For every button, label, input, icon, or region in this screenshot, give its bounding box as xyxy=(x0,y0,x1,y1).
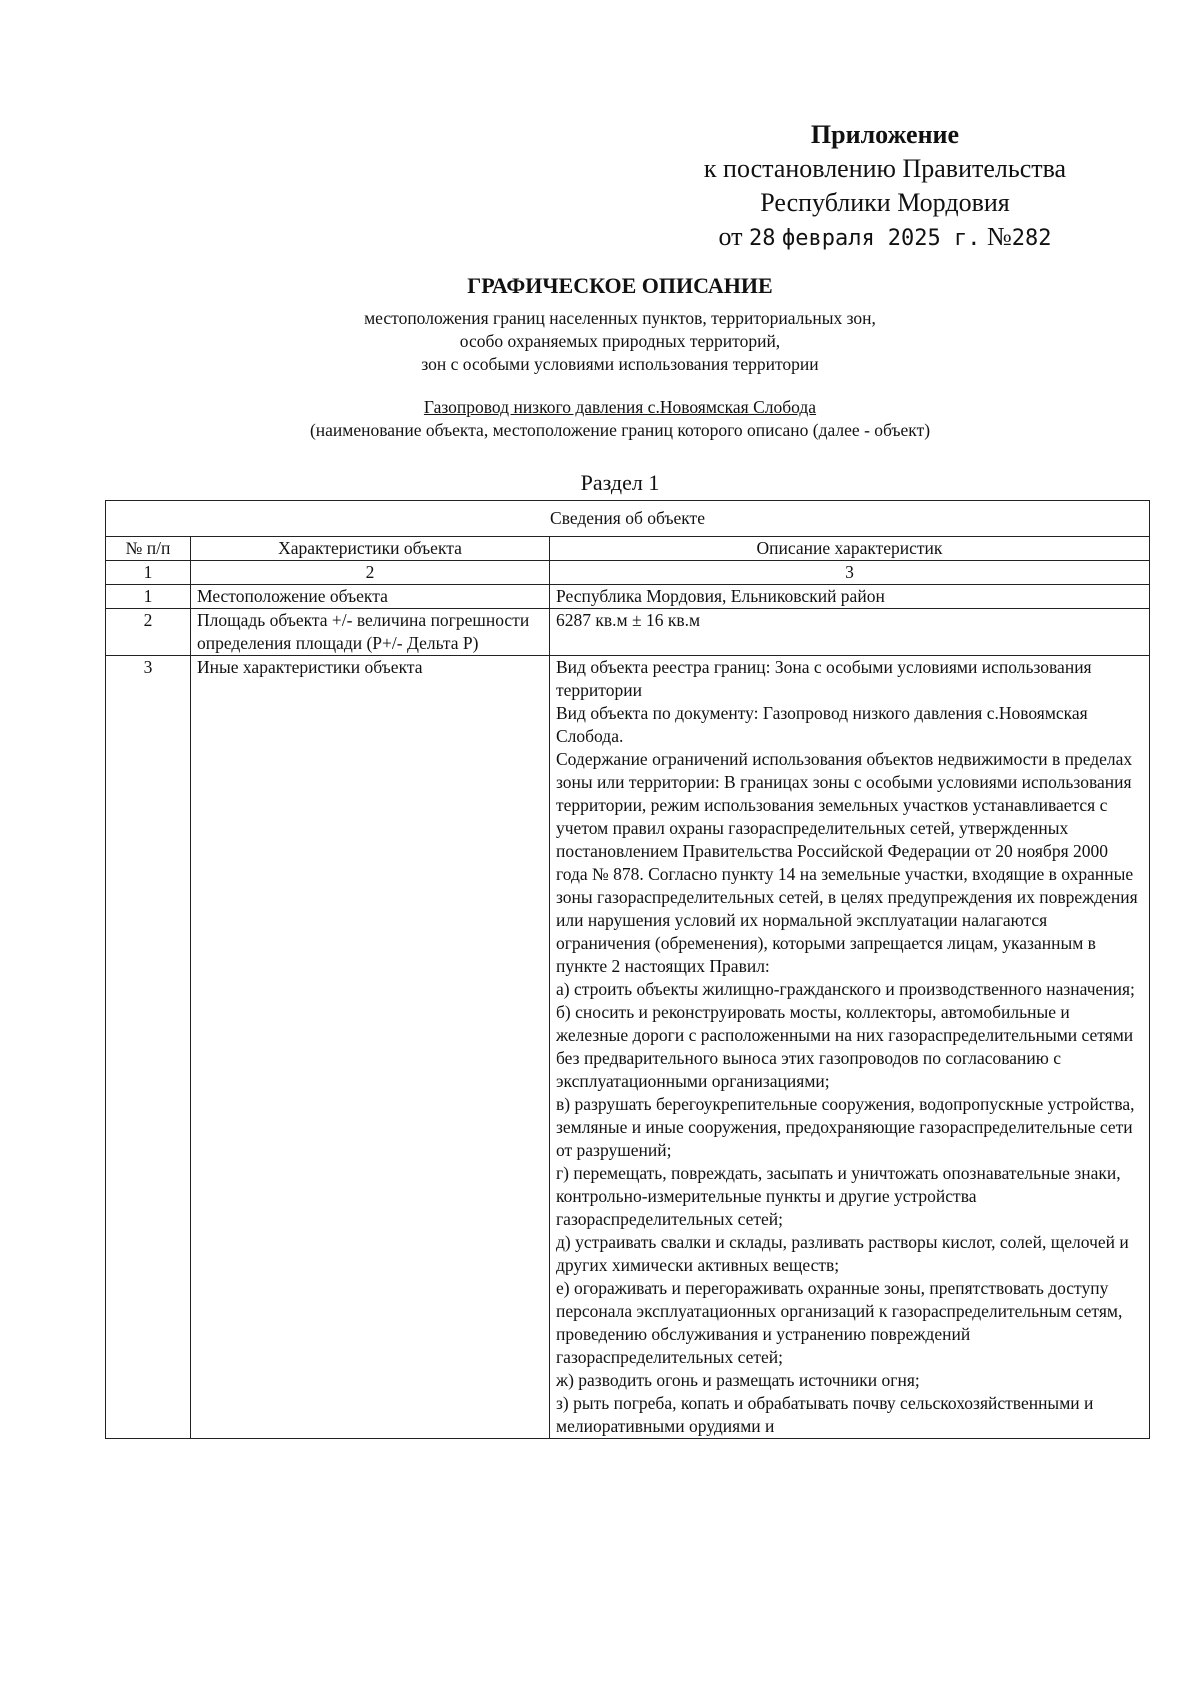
description-paragraph: Республика Мордовия, Ельниковский район xyxy=(556,586,885,606)
section-heading: Раздел 1 xyxy=(580,470,660,495)
appendix-header xyxy=(660,118,1110,256)
object-info-table xyxy=(105,500,1150,1439)
object-name-block xyxy=(0,396,1200,442)
description-paragraph: 6287 кв.м ± 16 кв.м xyxy=(556,610,701,630)
date-prefix: от xyxy=(718,222,743,251)
date-day: 28 xyxy=(749,226,776,251)
column-number-3: 3 xyxy=(550,561,1150,585)
column-number-2: 2 xyxy=(191,561,550,585)
row-number: 2 xyxy=(106,609,191,656)
description-paragraph: з) рыть погреба, копать и обрабатывать почву сельскохозяйственными и мелиоративными орудиями и xyxy=(556,1393,1094,1436)
document-subtitle xyxy=(0,307,1200,376)
row-characteristic: Иные характеристики объекта xyxy=(191,656,550,1439)
number-sign: № xyxy=(986,222,1012,251)
appendix-line-2: Республики Мордовия xyxy=(760,188,1010,217)
table-row xyxy=(106,585,1150,609)
column-numbers-row xyxy=(106,561,1150,585)
table-row xyxy=(106,609,1150,656)
appendix-line-1: к постановлению Правительства xyxy=(703,154,1067,183)
table-caption-row xyxy=(106,501,1150,537)
appendix-title: Приложение xyxy=(810,120,960,149)
subtitle-line-3: зон с особыми условиями использования территории xyxy=(421,354,819,374)
date-month: февраля xyxy=(782,226,875,251)
description-paragraph: а) строить объекты жилищно-гражданского и производственного назначения; xyxy=(556,979,1135,999)
row-number: 3 xyxy=(106,656,191,1439)
document-title: ГРАФИЧЕСКОЕ ОПИСАНИЕ xyxy=(467,273,773,298)
header-number: № п/п xyxy=(106,537,191,561)
header-characteristic: Характеристики объекта xyxy=(191,537,550,561)
description-paragraph: б) сносить и реконструировать мосты, коллекторы, автомобильные и железные дороги с расположенными на них газораспределительными сетями без предварительного выноса этих газопроводов по согласованию с эксплуатационными организациями; xyxy=(556,1002,1134,1091)
resolution-number: 282 xyxy=(1011,226,1052,251)
appendix-date-line xyxy=(660,220,1110,256)
description-paragraph: е) огораживать и перегораживать охранные зоны, препятствовать доступу персонала эксплуатационных организаций к газораспределительным сетям, проведению обслуживания и устранению повреждений газораспределительных сетей; xyxy=(556,1278,1123,1367)
description-paragraph: ж) разводить огонь и размещать источники огня; xyxy=(556,1370,920,1390)
subtitle-line-1: местоположения границ населенных пунктов, территориальных зон, xyxy=(364,308,876,328)
table-caption: Сведения об объекте xyxy=(106,501,1150,537)
table-row xyxy=(106,656,1150,1439)
description-paragraph: д) устраивать свалки и склады, разливать растворы кислот, солей, щелочей и других химически активных веществ; xyxy=(556,1232,1129,1275)
header-description: Описание характеристик xyxy=(550,537,1150,561)
table-header-row xyxy=(106,537,1150,561)
object-name: Газопровод низкого давления с.Новоямская Слобода xyxy=(423,397,817,417)
description-paragraph: в) разрушать берегоукрепительные сооружения, водопропускные устройства, земляные и иные сооружения, предохраняющие газораспределительные сети от разрушений; xyxy=(556,1094,1135,1160)
row-description xyxy=(550,585,1150,609)
description-paragraph: Вид объекта реестра границ: Зона с особыми условиями использования территории xyxy=(556,657,1092,700)
description-paragraph: Содержание ограничений использования объектов недвижимости в пределах зоны или территории: В границах зоны с особыми условиями использования территории, режим использования земельных участков устанавливается с учетом правил охраны газораспределительных сетей, утвержденных постановлением Правительства Российской Федерации от 20 ноября 2000 года № 878. Согласно пункту 14 на земельные участки, входящие в охранные зоны газораспределительных сетей, в целях предупреждения их повреждения или нарушения условий их нормальной эксплуатации налагаются ограничения (обременения), которыми запрещается лицам, указанным в пункте 2 настоящих Правил: xyxy=(556,749,1138,976)
row-number: 1 xyxy=(106,585,191,609)
row-characteristic: Местоположение объекта xyxy=(191,585,550,609)
column-number-1: 1 xyxy=(106,561,191,585)
description-paragraph: Вид объекта по документу: Газопровод низкого давления с.Новоямская Слобода. xyxy=(556,703,1088,746)
object-caption: (наименование объекта, местоположение границ которого описано (далее - объект) xyxy=(309,420,931,440)
row-description xyxy=(550,609,1150,656)
date-year: 2025 г. xyxy=(887,226,981,251)
row-description xyxy=(550,656,1150,1439)
description-paragraph: г) перемещать, повреждать, засыпать и уничтожать опознавательные знаки, контрольно-измерительные пункты и другие устройства газораспределительных сетей; xyxy=(556,1163,1121,1229)
row-characteristic: Площадь объекта +/- величина погрешности определения площади (Р+/- Дельта Р) xyxy=(191,609,550,656)
subtitle-line-2: особо охраняемых природных территорий, xyxy=(459,331,781,351)
